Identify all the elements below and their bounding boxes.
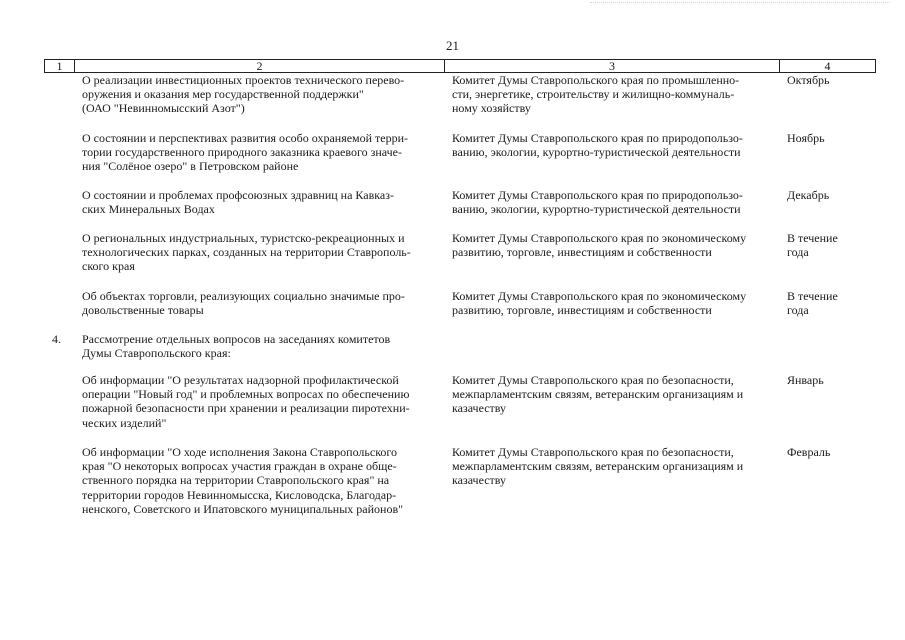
text-line: Комитет Думы Ставропольского края по природопользо- (452, 188, 743, 202)
row-topic (82, 231, 434, 274)
text-line: тории государственного природного заказника краевого значе- (82, 145, 402, 160)
page-number: 21 (446, 38, 459, 53)
text-line: Комитет Думы Ставропольского края по безопасности, (452, 445, 734, 459)
row-topic (82, 373, 434, 430)
row-term: Декабрь (787, 188, 830, 202)
text-line: Рассмотрение отдельных вопросов на заседаниях комитетов (82, 332, 391, 346)
text-line: В течение (787, 231, 838, 245)
text-line: года (787, 245, 809, 260)
text-line: ственного порядка на территории Ставропольского края" на (82, 473, 390, 488)
text-line: ванию, экологии, курортно-туристической деятельности (452, 202, 741, 217)
text-line: ских Минеральных Водах (82, 202, 215, 217)
section-number: 4. (52, 332, 61, 346)
text-line: Об информации "О ходе исполнения Закона Ставропольского (82, 445, 398, 459)
row-topic (82, 73, 434, 116)
text-line: края "О некоторых вопросах участия граждан в охране обще- (82, 459, 397, 474)
text-line: Об объектах торговли, реализующих социально значимые про- (82, 289, 405, 303)
row-committee (452, 131, 782, 159)
text-line: довольственные товары (82, 303, 204, 318)
text-line: пожарной безопасности при хранении и реализации пиротехни- (82, 401, 410, 416)
text-line: ванию, экологии, курортно-туристической деятельности (452, 145, 741, 160)
header-col-3: 3 (445, 60, 780, 72)
text-line: казачеству (452, 401, 507, 416)
row-committee (452, 188, 782, 216)
row-committee (452, 73, 782, 116)
row-committee (452, 445, 782, 488)
row-topic (82, 188, 434, 216)
text-line: сти, энергетике, строительству и жилищно-коммуналь- (452, 87, 735, 102)
text-line: Комитет Думы Ставропольского края по экономическому (452, 289, 747, 303)
text-line: О состоянии и перспективах развития особо охраняемой терри- (82, 131, 409, 145)
header-col-2: 2 (75, 60, 445, 72)
text-line: технологических парках, созданных на территории Ставрополь- (82, 245, 411, 260)
row-term: Ноябрь (787, 131, 825, 145)
text-line: Думы Ставропольского края: (82, 346, 231, 361)
text-line: Комитет Думы Ставропольского края по природопользо- (452, 131, 743, 145)
section-title (82, 332, 434, 360)
row-committee (452, 289, 782, 317)
row-term (787, 231, 867, 259)
text-line: операции "Новый год" и проблемных вопросах по обеспечению (82, 387, 410, 402)
row-topic (82, 445, 434, 516)
header-col-1: 1 (45, 60, 75, 72)
text-line: развитию, торговле, инвестициям и собственности (452, 245, 712, 260)
text-line: территории городов Невинномысска, Кисловодска, Благодар- (82, 487, 397, 502)
row-term: Февраль (787, 445, 831, 459)
text-line: оружения и оказания мер государственной поддержки" (82, 87, 364, 102)
text-line: ния "Солёное озеро" в Петровском районе (82, 159, 299, 174)
text-line: ному хозяйству (452, 101, 531, 116)
text-line: казачеству (452, 473, 507, 488)
text-line: О реализации инвестиционных проектов технического перево- (82, 73, 405, 87)
row-term: Октябрь (787, 73, 830, 87)
row-term (787, 289, 867, 317)
text-line: межпарламентским связям, ветеранским организациям и (452, 459, 744, 474)
text-line: О состоянии и проблемах профсоюзных здравниц на Кавказ- (82, 188, 394, 202)
row-committee (452, 373, 782, 416)
table-header-row (44, 59, 876, 73)
text-line: ского края (82, 259, 135, 274)
text-line: Об информации "О результатах надзорной профилактической (82, 373, 399, 387)
text-line: Комитет Думы Ставропольского края по промышленно- (452, 73, 740, 87)
text-line: Комитет Думы Ставропольского края по экономическому (452, 231, 747, 245)
row-committee (452, 231, 782, 259)
text-line: ческих изделий" (82, 415, 167, 430)
text-line: ненского, Советского и Ипатовского муниципальных районов" (82, 501, 404, 516)
text-line: Комитет Думы Ставропольского края по безопасности, (452, 373, 734, 387)
text-line: развитию, торговле, инвестициям и собственности (452, 303, 712, 318)
row-topic (82, 131, 434, 174)
text-line: В течение (787, 289, 838, 303)
text-line: О региональных индустриальных, туристско-рекреационных и (82, 231, 405, 245)
row-topic (82, 289, 434, 317)
header-col-4: 4 (824, 59, 831, 73)
scan-artifact (590, 2, 890, 4)
text-line: (ОАО "Невинномысский Азот") (82, 101, 245, 116)
text-line: межпарламентским связям, ветеранским организациям и (452, 387, 744, 402)
row-term: Январь (787, 373, 824, 387)
text-line: года (787, 303, 809, 318)
